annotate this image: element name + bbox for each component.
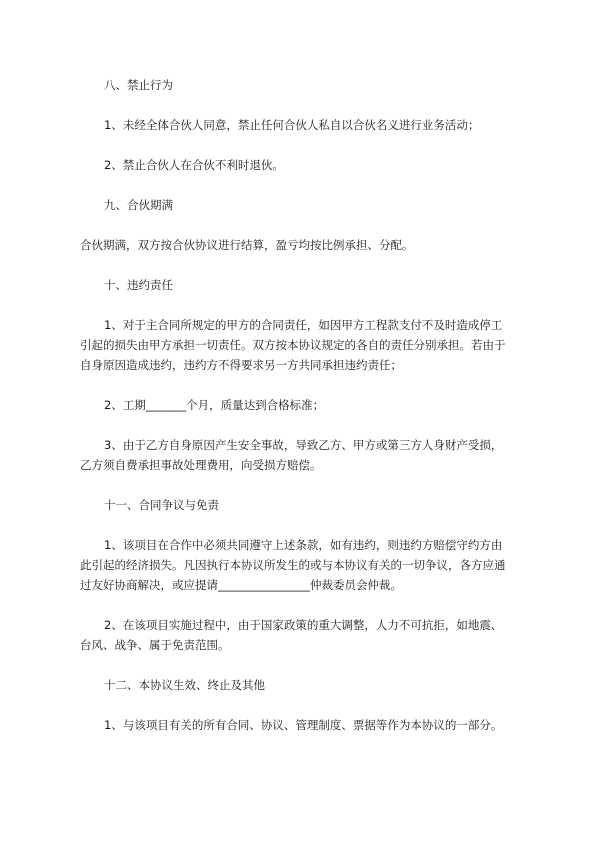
paragraph-line: 1、该项目在合作中必须共同遵守上述条款，如有违约，则违约方赔偿守约方由 — [104, 538, 503, 552]
paragraph-line: 台风、战争、属于免责范围。 — [80, 638, 230, 652]
section-heading: 八、禁止行为 — [104, 78, 173, 92]
paragraph-line: 2、禁止合伙人在合伙不利时退伙。 — [104, 158, 284, 172]
section-heading: 十二、本协议生效、终止及其他 — [104, 678, 265, 692]
paragraph-line: 引起的损失由甲方承担一切责任。双方按本协议规定的各自的责任分别承担。若由于 — [80, 338, 506, 352]
section-heading: 十一、合同争议与免责 — [104, 498, 219, 512]
paragraph-line: 1、与该项目有关的所有合同、协议、管理制度、票据等作为本协议的一部分。 — [104, 718, 503, 732]
paragraph-line: 合伙期满，双方按合伙协议进行结算，盈亏均按比例承担、分配。 — [80, 238, 414, 252]
section-heading: 十、违约责任 — [104, 278, 173, 292]
section-heading: 九、合伙期满 — [104, 198, 173, 212]
paragraph-line: 2、在该项目实施过程中，由于国家政策的重大调整，人力不可抗拒，如地震、 — [104, 618, 503, 632]
paragraph-line: 1、未经全体合伙人同意，禁止任何合伙人私自以合伙名义进行业务活动； — [104, 118, 480, 132]
paragraph-line: 3、由于乙方自身原因产生安全事故，导致乙方、甲方或第三方人身财产受损， — [104, 438, 503, 452]
paragraph-line: 2、工期_______个月，质量达到合格标准； — [104, 398, 325, 412]
paragraph-line: 过友好协商解决，或应提请________________仲裁委员会仲裁。 — [80, 578, 402, 592]
paragraph-line: 此引起的经济损失。凡因执行本协议所发生的或与本协议有关的一切争议，各方应通 — [80, 558, 506, 572]
paragraph-line: 乙方须自费承担事故处理费用，向受损方赔偿。 — [80, 458, 322, 472]
paragraph-line: 自身原因造成违约，违约方不得要求另一方共同承担违约责任； — [80, 358, 402, 372]
paragraph-line: 1、对于主合同所规定的甲方的合同责任，如因甲方工程款支付不及时造成停工 — [104, 318, 503, 332]
